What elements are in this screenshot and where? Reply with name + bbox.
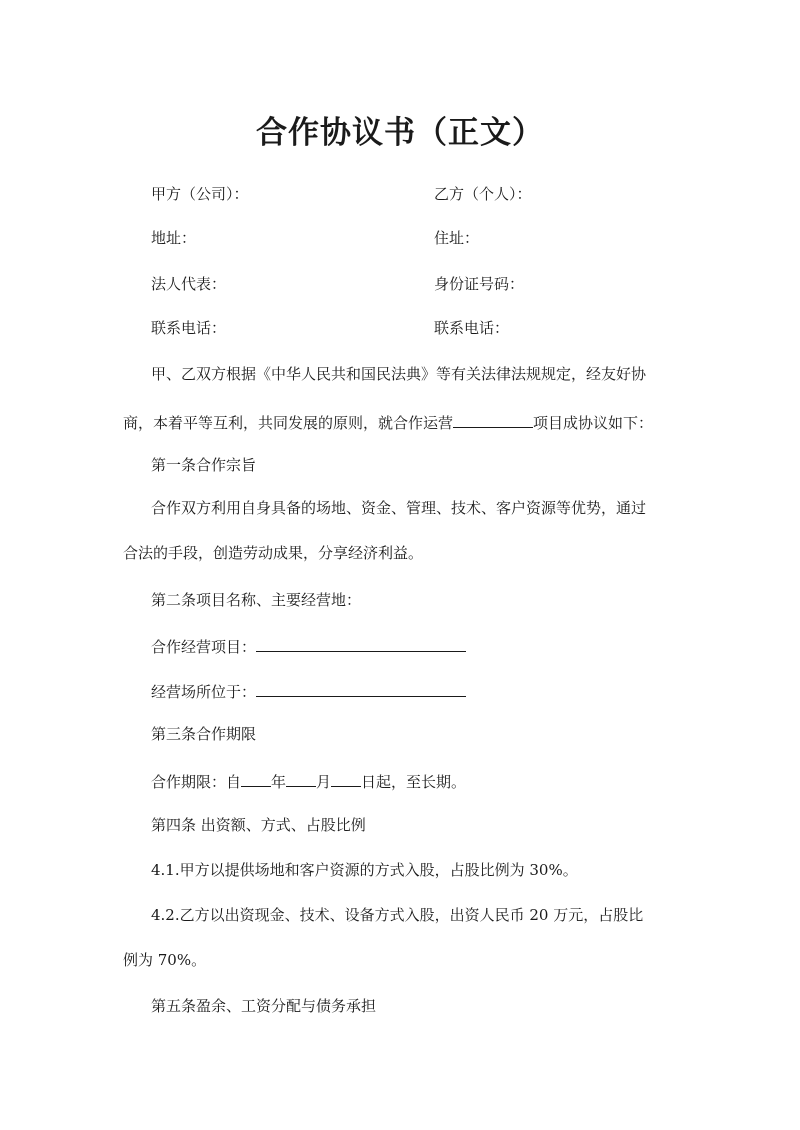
party-b-id-label: 身份证号码： — [434, 275, 525, 293]
party-b-label: 乙方（个人）： — [434, 185, 532, 203]
article-3-term — [151, 770, 466, 792]
article-4-clause-1: 4.1.甲方以提供场地和客户资源的方式入股，占股比例为 30%。 — [151, 861, 578, 879]
document-title: 合作协议书（正文） — [256, 115, 544, 151]
article-3-heading: 第三条合作期限 — [151, 725, 257, 743]
article-1-line-2: 合法的手段，创造劳动成果，分享经济利益。 — [123, 544, 424, 562]
preamble-line-2-after: 项目成协议如下： — [533, 414, 654, 432]
preamble-line-1: 甲、乙双方根据《中华人民共和国民法典》等有关法律法规规定，经友好协 — [151, 365, 647, 383]
project-label: 合作经营项目： — [151, 638, 257, 656]
article-5-heading: 第五条盈余、工资分配与债务承担 — [151, 997, 377, 1015]
article-1-line-1: 合作双方利用自身具备的场地、资金、管理、技术、客户资源等优势，通过 — [151, 499, 647, 517]
party-a-address-label: 地址： — [151, 229, 197, 247]
party-b-phone-label: 联系电话： — [434, 319, 510, 337]
term-day-suffix: 日起，至长期。 — [361, 773, 467, 791]
term-year: 年 — [271, 773, 287, 791]
article-4-clause-2-line-1: 4.2.乙方以出资现金、技术、设备方式入股，出资人民币 20 万元，占股比 — [151, 906, 644, 924]
term-year-blank — [241, 770, 271, 787]
party-a-legal-rep-label: 法人代表： — [151, 275, 227, 293]
party-a-label: 甲方（公司）： — [151, 185, 249, 203]
location-label: 经营场所位于： — [151, 683, 257, 701]
term-prefix: 合作期限：自 — [151, 773, 242, 791]
term-month: 月 — [316, 773, 332, 791]
article-4-clause-2-line-2: 例为 70%。 — [123, 951, 207, 969]
term-month-blank — [286, 770, 316, 787]
location-blank — [256, 680, 466, 697]
party-a-phone-label: 联系电话： — [151, 319, 227, 337]
preamble-line-2-before: 商，本着平等互利，共同发展的原则，就合作运营 — [123, 414, 454, 432]
article-2-heading: 第二条项目名称、主要经营地： — [151, 591, 362, 609]
preamble-line-2 — [123, 411, 653, 433]
project-blank — [256, 635, 466, 652]
term-day-blank — [331, 770, 361, 787]
article-4-heading: 第四条 出资额、方式、占股比例 — [151, 816, 366, 834]
article-2-project — [151, 635, 466, 657]
project-name-blank — [453, 411, 533, 428]
party-b-address-label: 住址： — [434, 229, 480, 247]
article-1-heading: 第一条合作宗旨 — [151, 456, 257, 474]
article-2-location — [151, 680, 466, 702]
